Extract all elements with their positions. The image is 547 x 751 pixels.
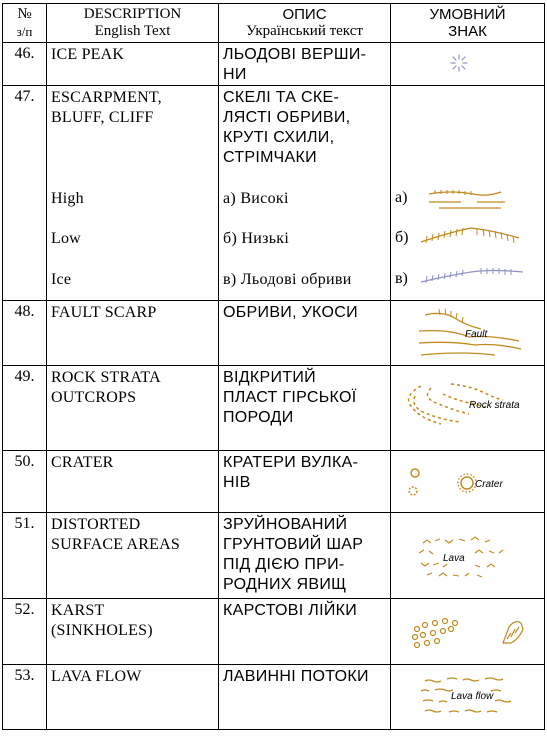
table-row — [3, 451, 545, 513]
mark-low: б) — [395, 229, 409, 246]
english-line: CRATER — [51, 454, 114, 471]
sub-ukrainian-high: а) Високі — [223, 190, 289, 207]
header-num — [3, 4, 47, 43]
symbol-cell — [391, 599, 545, 665]
ukrainian-line: НІВ — [223, 474, 251, 491]
symbol-cell — [391, 86, 545, 301]
symbol-cell — [391, 513, 545, 599]
english-text — [47, 301, 219, 366]
ukrainian-line: ПЛАСТ ГІРСЬКОЇ — [223, 389, 357, 406]
ukrainian-line: ЛЯСТІ ОБРИВИ, — [223, 109, 351, 126]
english-text — [47, 665, 219, 730]
english-line: ICE PEAK — [51, 46, 125, 63]
ukrainian-text — [219, 665, 391, 730]
ukrainian-line: НИ — [223, 66, 247, 83]
ukrainian-line: ПІД ДІЄЮ ПРИ- — [223, 556, 345, 573]
symbol-cell — [391, 665, 545, 730]
row-number: 53. — [3, 665, 47, 730]
english-line: (SINKHOLES) — [51, 622, 153, 639]
english-line: FAULT SCARP — [51, 304, 157, 321]
row-number: 52. — [3, 599, 47, 665]
ukrainian-line: ОБРИВИ, УКОСИ — [223, 304, 358, 321]
lava-flow-label: Lava flow — [451, 691, 494, 702]
symbol-cell — [391, 366, 545, 451]
row-number: 47. — [3, 86, 47, 301]
karst-symbol — [391, 599, 545, 665]
sub-english-low: Low — [51, 230, 81, 247]
ukrainian-line: ПОРОДИ — [223, 409, 294, 426]
ukrainian-text — [219, 599, 391, 665]
header-symbol-line2: ЗНАК — [448, 23, 487, 40]
ukrainian-line: СТРІМЧАКИ — [223, 149, 317, 166]
ice-cliff-symbol — [421, 268, 523, 283]
sub-ukrainian-low: б) Низькі — [223, 230, 290, 247]
ukrainian-line: ГРУНТОВИЙ ШАР — [223, 536, 364, 553]
symbol-cell — [391, 43, 545, 86]
header-row — [3, 4, 545, 43]
table-row — [3, 301, 545, 366]
ukrainian-line: КАРСТОВІ ЛІЙКИ — [223, 602, 358, 619]
ukrainian-line: КРАТЕРИ ВУЛКА- — [223, 454, 359, 471]
table-row — [3, 665, 545, 730]
row-number: 46. — [3, 43, 47, 86]
english-line: LAVA FLOW — [51, 668, 142, 685]
ukrainian-text — [219, 43, 391, 86]
ukrainian-text — [219, 366, 391, 451]
ukrainian-text — [219, 451, 391, 513]
english-line: ESCARPMENT, — [51, 89, 162, 106]
ukrainian-text — [219, 86, 391, 301]
rock-strata-label: Rock strata — [469, 400, 520, 411]
ukrainian-text — [219, 513, 391, 599]
header-opys — [219, 4, 391, 43]
english-text — [47, 513, 219, 599]
ukrainian-line: ЛЬОДОВІ ВЕРШИ- — [223, 46, 367, 63]
table-row — [3, 513, 545, 599]
ukrainian-text — [219, 301, 391, 366]
header-opys-line1: ОПИС — [282, 6, 327, 23]
mark-high: а) — [395, 189, 408, 206]
table-row — [3, 43, 545, 86]
english-text — [47, 86, 219, 301]
lava-flow-symbol — [391, 665, 545, 730]
header-symbol — [391, 4, 545, 43]
ukrainian-line: СКЕЛІ ТА СКЕ- — [223, 89, 340, 106]
symbol-cell — [391, 301, 545, 366]
lava-label: Lava — [443, 553, 465, 564]
ukrainian-line: КРУТІ СХИЛИ, — [223, 129, 335, 146]
english-line: BLUFF, CLIFF — [51, 109, 154, 126]
sub-ukrainian-ice: в) Льодові обриви — [223, 271, 352, 288]
low-cliff-symbol — [421, 228, 519, 243]
distorted-surface-symbol — [391, 513, 545, 599]
english-line: OUTCROPS — [51, 389, 137, 406]
header-symbol-line1: УМОВНИЙ — [429, 6, 506, 23]
english-line: KARST — [51, 602, 105, 619]
ice-peak-symbol — [391, 43, 545, 85]
mark-ice: в) — [395, 270, 408, 287]
english-text — [47, 451, 219, 513]
header-num-line1: № — [17, 6, 32, 22]
ukrainian-line: ЗРУЙНОВАНИЙ — [223, 516, 348, 533]
symbol-cell — [391, 451, 545, 513]
english-text — [47, 366, 219, 451]
english-line: SURFACE AREAS — [51, 536, 181, 553]
english-text — [47, 43, 219, 86]
row-number: 50. — [3, 451, 47, 513]
escarpment-symbols — [391, 86, 545, 301]
header-description-line1: DESCRIPTION — [83, 6, 182, 22]
table-row — [3, 86, 545, 301]
table-row — [3, 366, 545, 451]
fault-scarp-symbol — [391, 301, 545, 366]
table-row — [3, 599, 545, 665]
crater-label: Crater — [475, 479, 503, 490]
header-num-line2: з/п — [16, 24, 33, 39]
ukrainian-line: ЛАВИННІ ПОТОКИ — [223, 668, 369, 685]
fault-label: Fault — [465, 329, 488, 340]
english-line: DISTORTED — [51, 516, 141, 533]
sub-english-ice: Ice — [51, 271, 72, 288]
header-opys-line2: Український текст — [246, 23, 363, 39]
header-description — [47, 4, 219, 43]
sub-english-high: High — [51, 190, 84, 207]
crater-symbol — [391, 451, 545, 513]
legend-table — [2, 3, 545, 730]
english-text — [47, 599, 219, 665]
row-number: 48. — [3, 301, 47, 366]
ukrainian-line: РОДНИХ ЯВИЩ — [223, 576, 347, 593]
english-line: ROCK STRATA — [51, 369, 161, 386]
rock-strata-symbol — [391, 366, 545, 451]
high-cliff-symbol — [429, 190, 505, 208]
ukrainian-line: ВІДКРИТИЙ — [223, 369, 316, 386]
header-description-line2: English Text — [94, 23, 171, 39]
row-number: 51. — [3, 513, 47, 599]
row-number: 49. — [3, 366, 47, 451]
legend-page — [2, 3, 544, 748]
